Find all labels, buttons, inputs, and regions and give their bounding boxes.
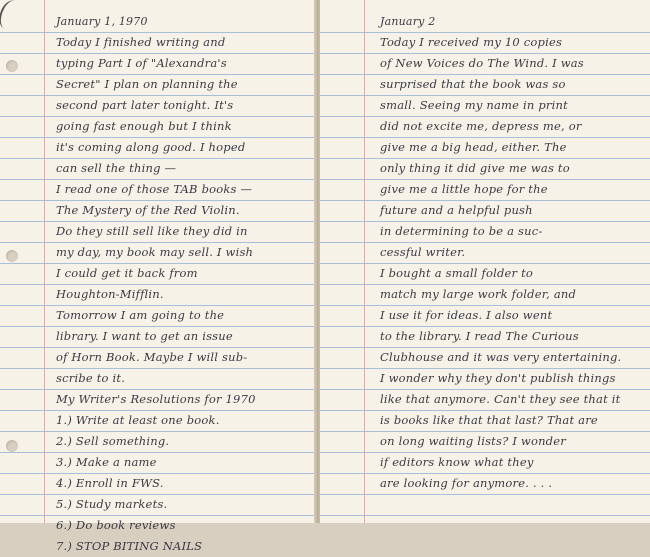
diary-line: cessful writer. — [380, 245, 466, 259]
diary-line: I read one of those TAB books — — [56, 182, 253, 196]
diary-line: on long waiting lists? I wonder — [380, 434, 566, 448]
diary-line: going fast enough but I think — [56, 119, 232, 133]
diary-line: Clubhouse and it was very entertaining. — [380, 350, 622, 364]
diary-line: Today I received my 10 copies — [380, 35, 563, 49]
diary-line: I could get it back from — [56, 266, 198, 280]
diary-line: Do they still sell like they did in — [56, 224, 248, 238]
resolution-item: 4.) Enroll in FWS. — [56, 476, 164, 490]
diary-line: my day, my book may sell. I wish — [56, 245, 254, 259]
diary-line: library. I want to get an issue — [56, 329, 233, 343]
diary-line: only thing it did give me was to — [380, 161, 570, 175]
diary-line: Tomorrow I am going to the — [56, 308, 225, 322]
right-page — [320, 0, 650, 523]
diary-line: Houghton-Mifflin. — [56, 287, 164, 301]
diary-line: if editors know what they — [380, 455, 534, 469]
diary-line: it's coming along good. I hoped — [56, 140, 246, 154]
diary-line: of Horn Book. Maybe I will sub- — [56, 350, 248, 364]
resolution-item: 3.) Make a name — [56, 455, 157, 469]
diary-line: Secret" I plan on planning the — [56, 77, 238, 91]
diary-line: I use it for ideas. I also went — [380, 308, 553, 322]
diary-line: give me a big head, either. The — [380, 140, 567, 154]
resolution-item: 1.) Write at least one book. — [56, 413, 220, 427]
diary-line: are looking for anymore. . . . — [380, 476, 553, 490]
resolution-item: 5.) Study markets. — [56, 497, 168, 511]
diary-line: can sell the thing — — [56, 161, 177, 175]
diary-line: Today I finished writing and — [56, 35, 226, 49]
right-page-text — [320, 11, 650, 494]
diary-line: match my large work folder, and — [380, 287, 577, 301]
left-page-text — [0, 11, 316, 557]
diary-line: future and a helpful push — [380, 203, 533, 217]
diary-date: January 1, 1970 — [56, 15, 148, 28]
diary-date: January 2 — [380, 15, 436, 28]
diary-line: in determining to be a suc- — [380, 224, 543, 238]
diary-line: is books like that that last? That are — [380, 413, 598, 427]
diary-line: The Mystery of the Red Violin. — [56, 203, 240, 217]
diary-line: small. Seeing my name in print — [380, 98, 568, 112]
diary-line: I bought a small folder to — [380, 266, 534, 280]
diary-line: like that anymore. Can't they see that it — [380, 392, 621, 406]
diary-line: did not excite me, depress me, or — [380, 119, 582, 133]
diary-line: typing Part I of "Alexandra's — [56, 56, 227, 70]
diary-line: to the library. I read The Curious — [380, 329, 579, 343]
diary-line: give me a little hope for the — [380, 182, 548, 196]
diary-line: I wonder why they don't publish things — [380, 371, 616, 385]
resolution-item: 2.) Sell something. — [56, 434, 170, 448]
diary-line: of New Voices do The Wind. I was — [380, 56, 584, 70]
resolution-item: 6.) Do book reviews — [56, 518, 176, 532]
left-page — [0, 0, 316, 553]
diary-line: surprised that the book was so — [380, 77, 566, 91]
resolutions-heading: My Writer's Resolutions for 1970 — [56, 392, 256, 406]
resolution-item: 7.) STOP BITING NAILS — [56, 539, 203, 553]
diary-line: scribe to it. — [56, 371, 126, 385]
diary-line: second part later tonight. It's — [56, 98, 234, 112]
